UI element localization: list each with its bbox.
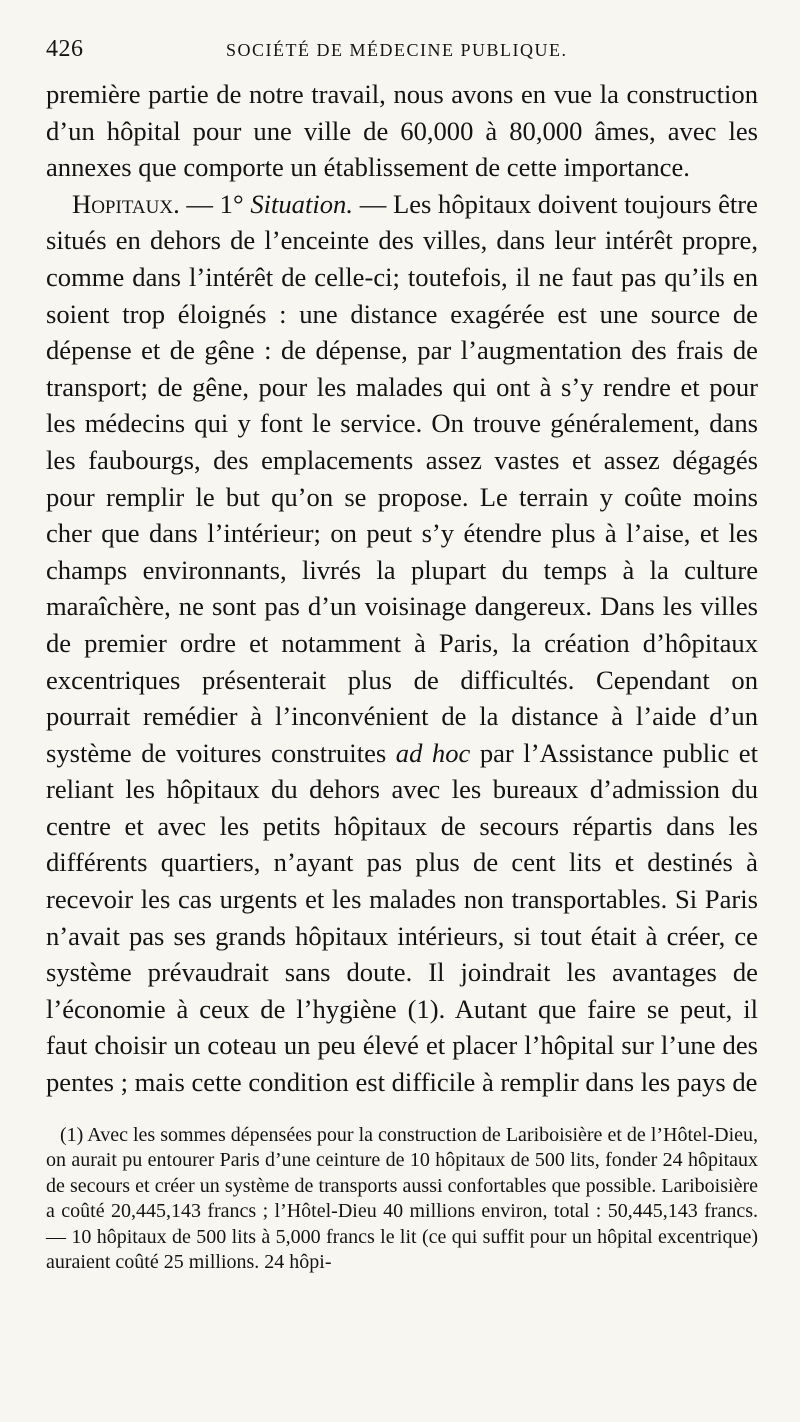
running-head — [46, 36, 758, 76]
italic-phrase: ad hoc — [395, 737, 471, 768]
page-number: 426 — [46, 36, 84, 62]
paragraph-continuation: première partie de notre travail, nous avons en vue la construction d’un hôpital pour une ville de 60,000 à 80,000 âmes, avec les annexes que comporte un établissement de cette importance. — [46, 79, 758, 183]
footnotes — [46, 1123, 758, 1276]
running-title: SOCIÉTÉ DE MÉDECINE PUBLIQUE. — [226, 40, 568, 60]
section-number: — 1° — [186, 188, 244, 219]
subsection-heading: Situation. — [250, 188, 353, 219]
body-text — [46, 76, 758, 1101]
section-heading: Hopitaux. — [72, 188, 180, 219]
paragraph-text-part1: — Les hôpitaux doivent toujours être situés en dehors de l’enceinte des villes, dans leur intérêt propre, comme dans l’intérêt de celle-ci; toutefois, il ne faut pas qu’ils en soient trop éloignés : une distance exagérée est une source de dépense et de gêne : de dépense, par l’augmentation des frais de transport; de gêne, pour les malades qui ont à s’y rendre et pour les médecins qui y font le service. On trouve généralement, dans les faubourgs, des emplacements assez vastes et assez dégagés pour remplir le but qu’on se propose. Le terrain y coûte moins cher que dans l’intérieur; on peut s’y étendre plus à l’aise, et les champs environnants, livrés la plupart du temps à la culture maraîchère, ne sont pas d’un voisinage dangereux. Dans les villes de premier ordre et notamment à Paris, la création d’hôpitaux excentriques présenterait plus de difficultés. Cependant on pourrait remédier à l’inconvénient de la distance à l’aide d’un système de voitures construites — [46, 188, 758, 768]
paragraph-hopitaux — [46, 186, 758, 1101]
paragraph-text-part2: par l’Assistance public et reliant les hôpitaux du dehors avec les bureaux d’admission du centre et avec les petits hôpitaux de secours répartis dans les différents quartiers, n’ayant pas plus de cent lits et destinés à recevoir les cas urgents et les malades non transportables. Si Paris n’avait pas ses grands hôpitaux intérieurs, si tout était à créer, ce système prévaudrait sans doute. Il joindrait les avantages de l’économie à ceux de l’hygiène (1). Autant que faire se peut, il faut choisir un coteau un peu élevé et placer l’hôpital sur l’une des pentes ; mais cette condition est difficile à remplir dans les pays de — [46, 737, 758, 1098]
footnote-1: (1) Avec les sommes dépensées pour la construction de Lariboisière et de l’Hôtel-Dieu, on aurait pu entourer Paris d’une ceinture de 10 hôpitaux de 500 lits, fonder 24 hôpitaux de secours et créer un système de transports aussi confortables que possible. Lariboisière a coûté 20,445,143 francs ; l’Hôtel-Dieu 40 millions environ, total : 50,445,143 francs. — 10 hôpitaux de 500 lits à 5,000 francs le lit (ce qui suffit pour un hôpital excentrique) auraient coûté 25 millions. 24 hôpi- — [46, 1123, 758, 1274]
